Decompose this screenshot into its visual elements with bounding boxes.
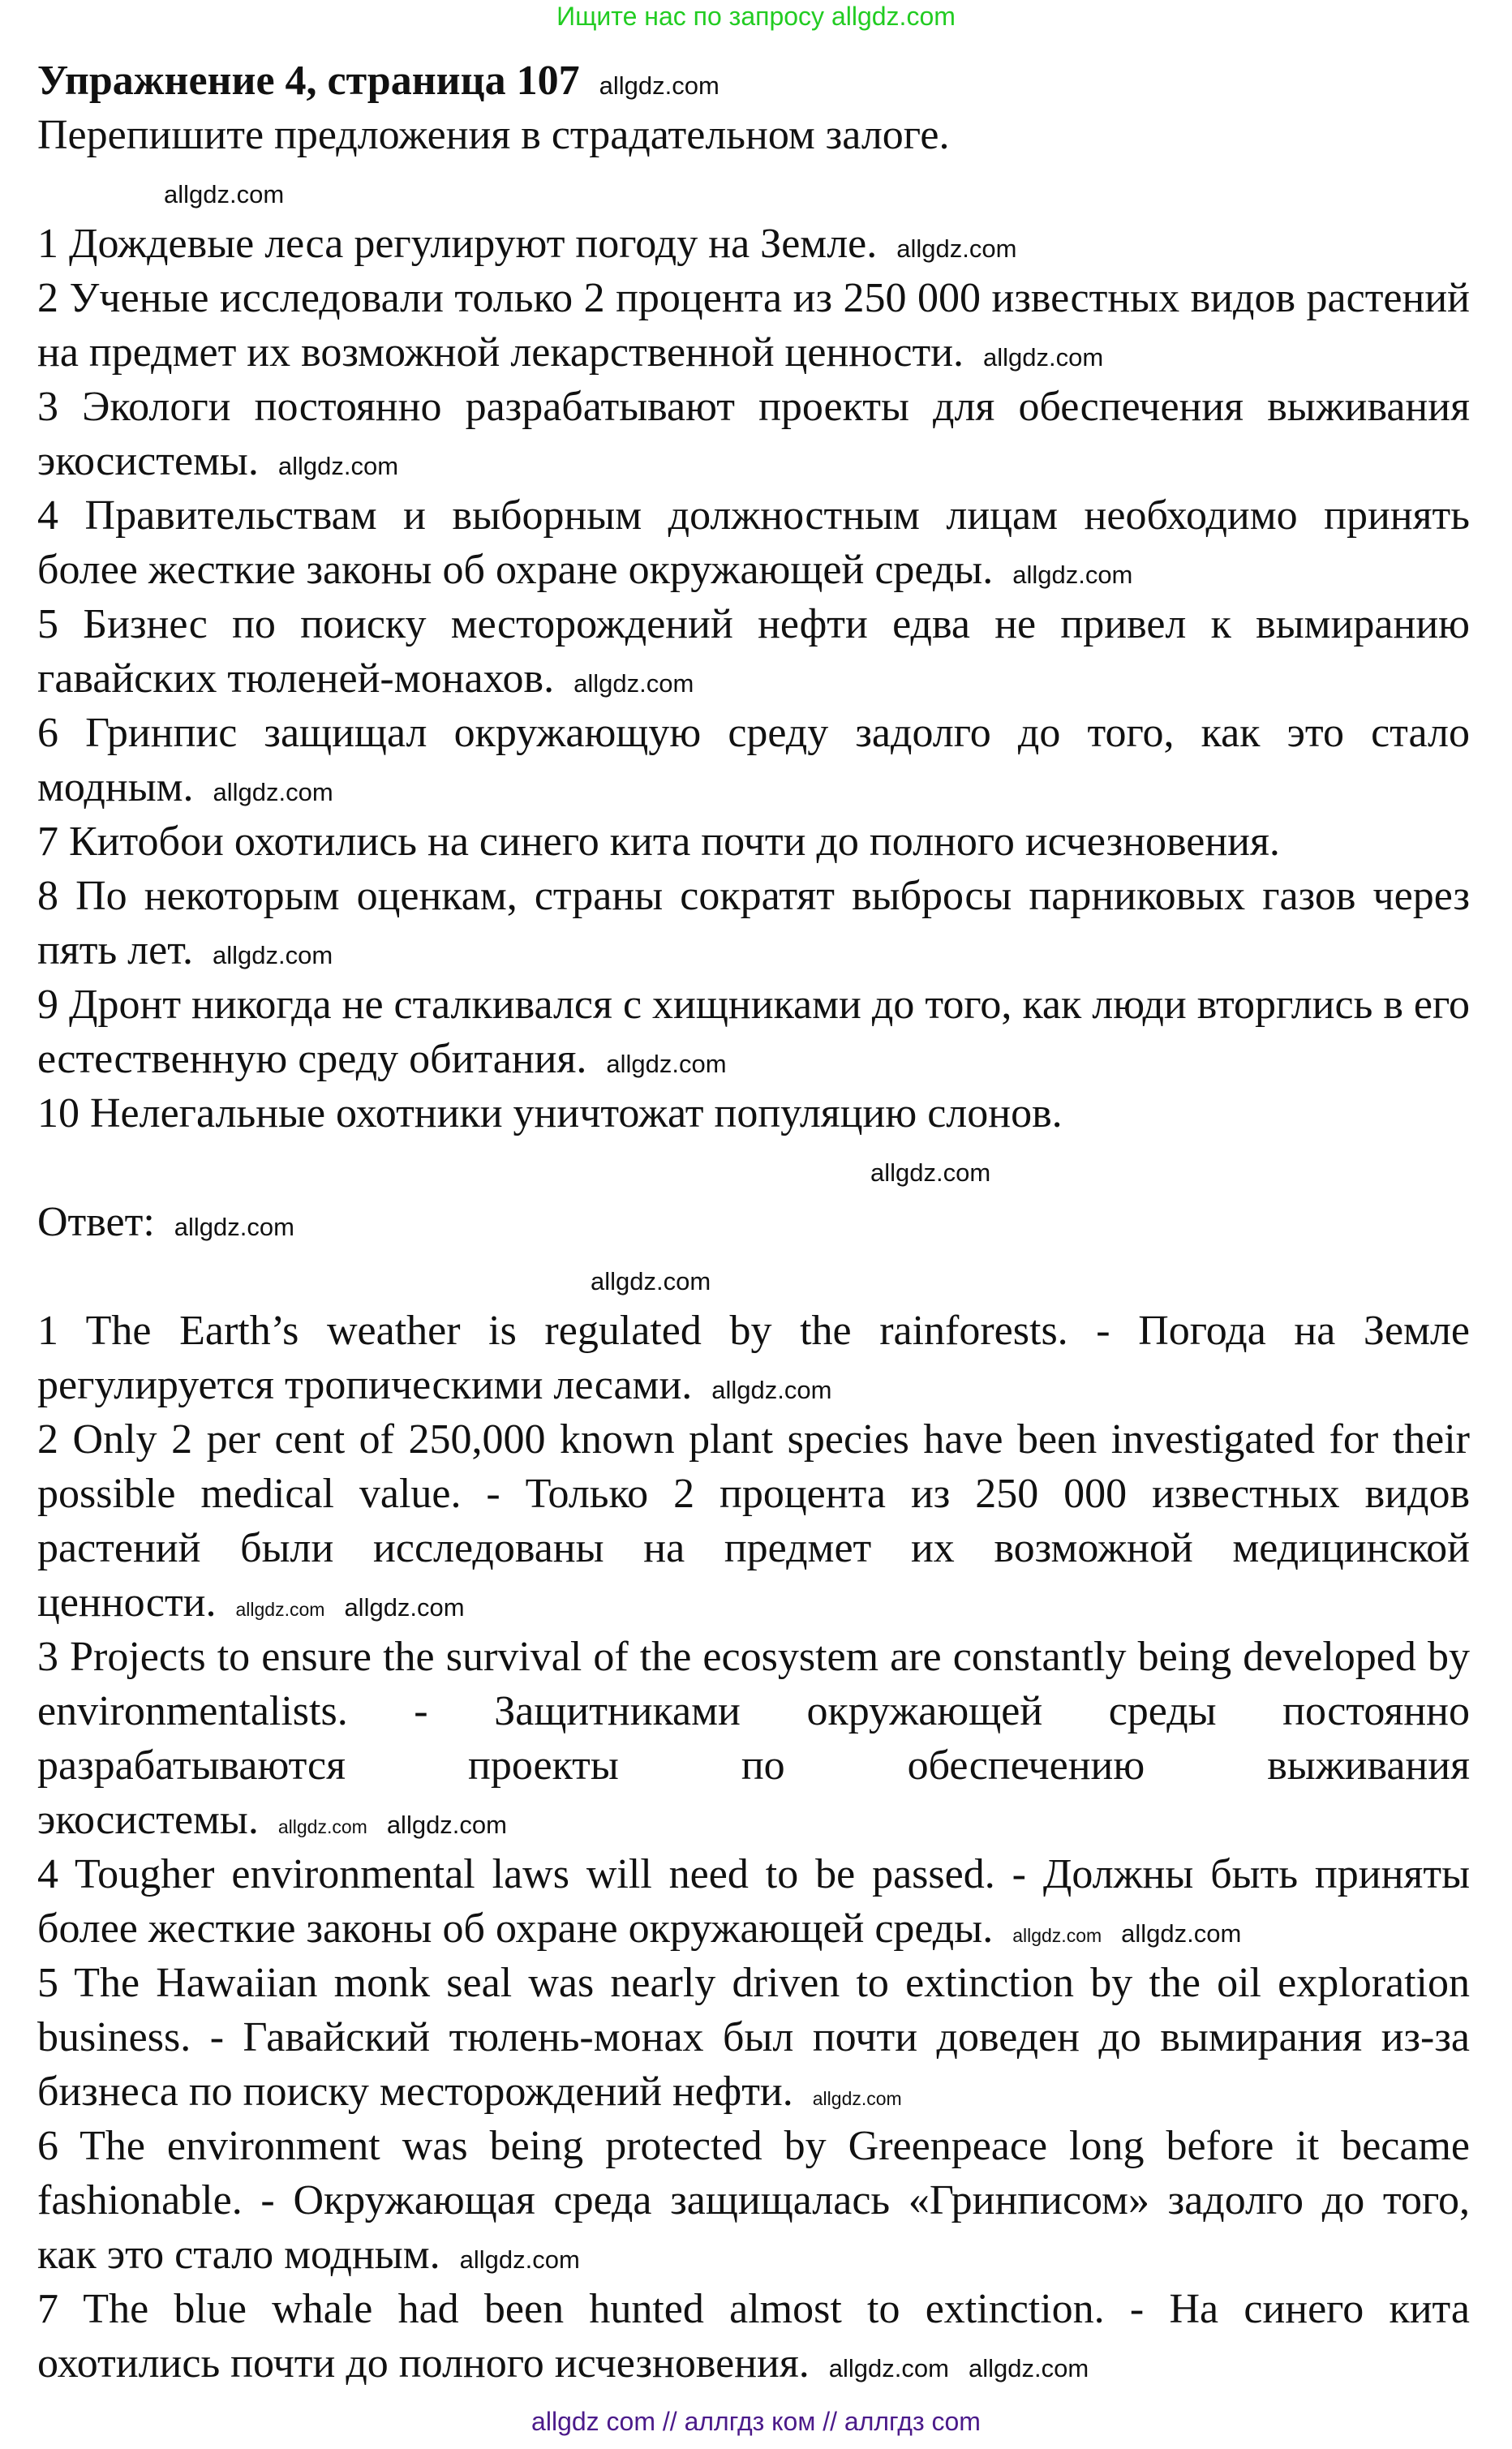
watermark: allgdz.com	[606, 1050, 727, 1078]
watermark: allgdz.com	[591, 1267, 711, 1295]
watermark: allgdz.com	[828, 2354, 949, 2382]
watermark: allgdz.com	[277, 452, 399, 480]
sentence-item: 6 Гринпис защищал окружающую среду задолго до того, как это стало модным.	[37, 710, 1470, 810]
watermark: allgdz.com	[599, 71, 719, 100]
footer-links[interactable]: allgdz com // аллгдз ком // аллгдз com	[531, 2407, 981, 2436]
sentence-item: 5 Бизнес по поиску месторождений нефти едва не привел к вымиранию гавайских тюленей-монахов.	[37, 601, 1470, 702]
sentence-item: 3 Экологи постоянно разрабатывают проекты для обеспечения выживания экосистемы.	[37, 384, 1470, 484]
watermark: allgdz.com	[277, 1816, 367, 1837]
answer-item: 7 The blue whale had been hunted almost to extinction. - На синего кита охотились почти до полного исчезновения.	[37, 2286, 1470, 2387]
sentence-item: 8 По некоторым оценкам, страны сократят выбросы парниковых газов через пять лет.	[37, 873, 1470, 973]
watermark: allgdz.com	[896, 234, 1017, 263]
answer-item: 5 The Hawaiian monk seal was nearly driven to extinction by the oil exploration business. - Гавайский тюлень-монах был почти доведен до вымирания из-за бизнеса по поиску месторождений нефти.	[37, 1960, 1470, 2115]
answer-item: 6 The environment was being protected by Greenpeace long before it became fashionable. - Окружающая среда защищалась «Гринписом» задолго до того, как это стало модным.	[37, 2123, 1470, 2278]
watermark: allgdz.com	[968, 2354, 1089, 2382]
search-banner[interactable]: Ищите нас по запросу allgdz.com	[556, 2, 956, 31]
answer-item: 2 Only 2 per cent of 250,000 known plant species have been investigated for their possible medical value. - Только 2 процента из 250 000 известных видов растений были исследованы на предмет их возможной медицинской ценности.	[37, 1416, 1470, 1626]
answer-item: 1 The Earth’s weather is regulated by the rainforests. - Погода на Земле регулируется тропическими лесами.	[37, 1308, 1470, 1408]
watermark: allgdz.com	[1121, 1919, 1242, 1948]
instruction: Перепишите предложения в страдательном залоге.	[37, 112, 950, 158]
watermark: allgdz.com	[983, 343, 1104, 372]
sentence-item: 7 Китобои охотились на синего кита почти до полного исчезновения.	[37, 818, 1280, 865]
watermark: allgdz.com	[1012, 1925, 1102, 1946]
answer-label: Ответ:	[37, 1199, 155, 1245]
watermark: allgdz.com	[870, 1158, 991, 1187]
watermark: allgdz.com	[213, 778, 333, 806]
watermark: allgdz.com	[174, 1213, 294, 1241]
sentence-item: 1 Дождевые леса регулируют погоду на Земле.	[37, 221, 878, 267]
watermark: allgdz.com	[711, 1376, 832, 1404]
watermark: allgdz.com	[213, 941, 333, 969]
exercise-content	[37, 54, 1470, 2391]
watermark: allgdz.com	[573, 669, 694, 698]
answer-item: 4 Tougher environmental laws will need to be passed. - Должны быть приняты более жесткие законы об охране окружающей среды.	[37, 1851, 1470, 1952]
watermark: allgdz.com	[235, 1599, 325, 1620]
sentence-item: 2 Ученые исследовали только 2 процента из 250 000 известных видов растений на предмет их возможной лекарственной ценности.	[37, 275, 1470, 376]
watermark: allgdz.com	[812, 2088, 902, 2109]
sentence-item: 10 Нелегальные охотники уничтожат популяцию слонов.	[37, 1090, 1063, 1136]
watermark: allgdz.com	[386, 1811, 507, 1839]
watermark: allgdz.com	[1012, 561, 1133, 589]
watermark: allgdz.com	[459, 2245, 580, 2274]
watermark: allgdz.com	[344, 1593, 465, 1622]
sentence-item: 9 Дронт никогда не сталкивался с хищниками до того, как люди вторглись в его естественную среду обитания.	[37, 982, 1470, 1082]
answer-item: 3 Projects to ensure the survival of the ecosystem are constantly being developed by environmentalists. - Защитниками окружающей среды постоянно разрабатываются проекты по обеспечению выживания экосистемы.	[37, 1634, 1470, 1843]
sentence-item: 4 Правительствам и выборным должностным лицам необходимо принять более жесткие законы об охране окружающей среды.	[37, 492, 1470, 593]
watermark: allgdz.com	[164, 180, 285, 208]
page-title: Упражнение 4, страница 107	[37, 58, 580, 104]
